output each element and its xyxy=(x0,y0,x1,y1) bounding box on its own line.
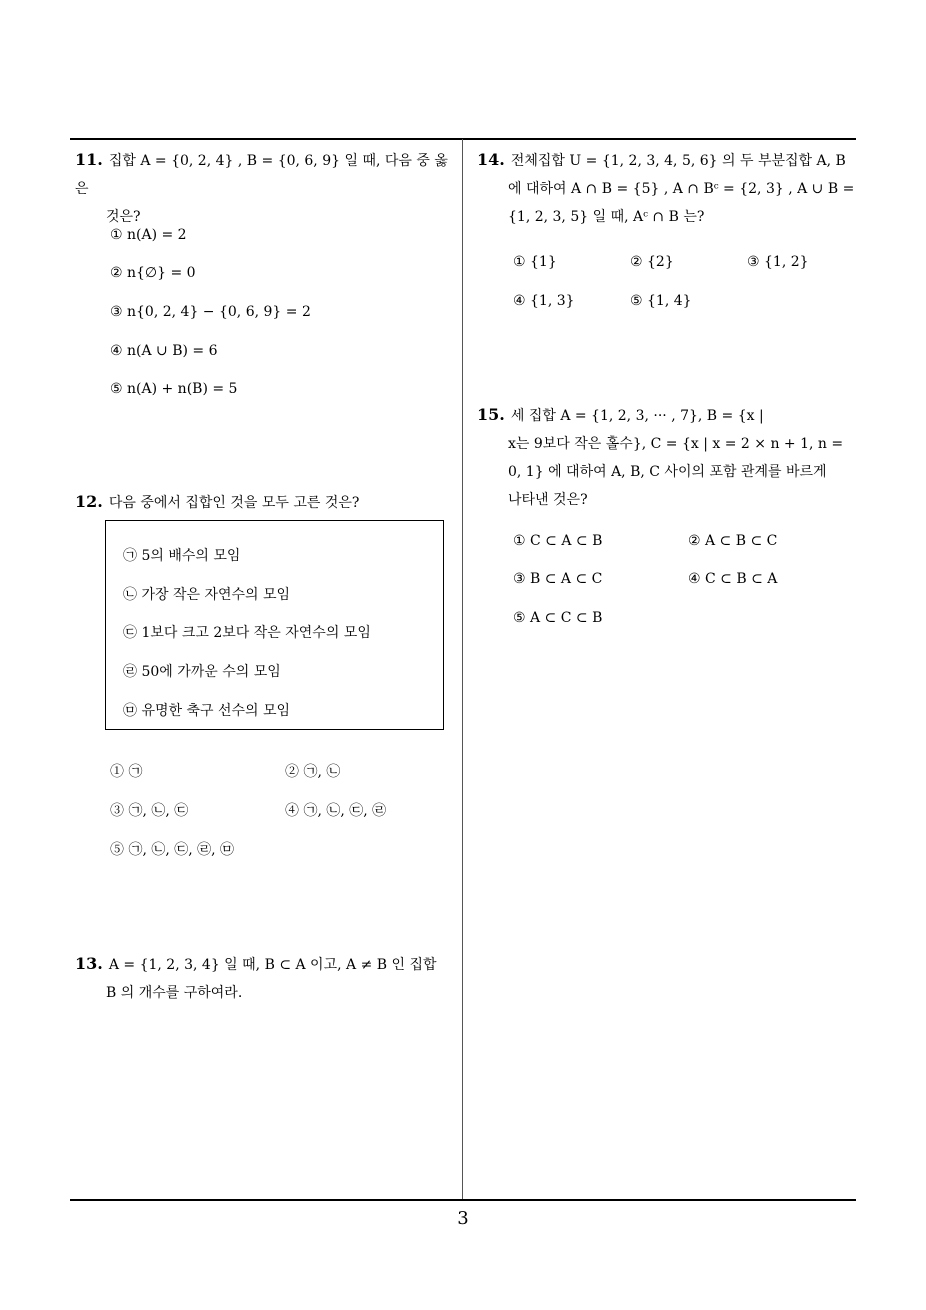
choice-3[interactable]: ③ ㉠, ㉡, ㉢ xyxy=(110,803,189,819)
box-item: ㉣ 50에 가까운 수의 모임 xyxy=(123,664,281,680)
choice-3[interactable]: ③ {1, 2} xyxy=(747,254,809,270)
question-text-line: 세 집합 A = {1, 2, 3, ··· , 7}, B = {x | xyxy=(510,408,764,424)
question-text-line: 집합 A = {0, 2, 4} , B = {0, 6, 9} 일 때, 다음 중 옳은 xyxy=(75,153,448,197)
question-text-line: 전체집합 U = {1, 2, 3, 4, 5, 6} 의 두 부분집합 A, B xyxy=(510,153,846,169)
page-number: 3 xyxy=(457,1208,469,1229)
choice-4[interactable]: ④ n(A ∪ B) = 6 xyxy=(110,343,218,359)
box-item: ㉤ 유명한 축구 선수의 모임 xyxy=(123,703,291,719)
question-text-line: B 의 개수를 구하여라. xyxy=(106,985,243,1001)
top-rule xyxy=(70,138,856,140)
choice-2[interactable]: ② ㉠, ㉡ xyxy=(285,764,341,780)
question-number: 13. xyxy=(75,954,103,973)
choice-4[interactable]: ④ C ⊂ B ⊂ A xyxy=(688,571,778,587)
question-13 xyxy=(75,950,461,1007)
choice-4[interactable]: ④ ㉠, ㉡, ㉢, ㉣ xyxy=(285,803,387,819)
choice-2[interactable]: ② n{∅} = 0 xyxy=(110,265,196,281)
question-15 xyxy=(477,401,861,514)
choice-5[interactable]: ⑤ ㉠, ㉡, ㉢, ㉣, ㉤ xyxy=(110,842,235,858)
question-text-line: 나타낸 것은? xyxy=(508,492,588,508)
question-text-line: 다음 중에서 집합인 것을 모두 고른 것은? xyxy=(108,495,360,511)
choice-5[interactable]: ⑤ n(A) + n(B) = 5 xyxy=(110,381,238,397)
question-text-line: A = {1, 2, 3, 4} 일 때, B ⊂ A 이고, A ≠ B 인 집합 xyxy=(108,957,437,973)
question-number: 11. xyxy=(75,150,103,169)
choice-5[interactable]: ⑤ {1, 4} xyxy=(630,293,692,309)
choice-1[interactable]: ① {1} xyxy=(513,254,557,270)
bottom-rule xyxy=(70,1199,856,1201)
choice-5[interactable]: ⑤ A ⊂ C ⊂ B xyxy=(513,610,603,626)
question-number: 14. xyxy=(477,150,505,169)
question-text-line: x는 9보다 작은 홀수}, C = {x | x = 2 × n + 1, n = xyxy=(508,436,844,452)
box-item: ㉢ 1보다 크고 2보다 작은 자연수의 모임 xyxy=(123,625,371,641)
question-text-line: 것은? xyxy=(106,209,141,225)
condition-box xyxy=(105,520,444,730)
question-text-line: 0, 1} 에 대하여 A, B, C 사이의 포함 관계를 바르게 xyxy=(508,464,827,480)
choice-1[interactable]: ① n(A) = 2 xyxy=(110,227,187,243)
choice-3[interactable]: ③ B ⊂ A ⊂ C xyxy=(513,571,603,587)
choice-1[interactable]: ① ㉠ xyxy=(110,764,143,780)
question-11 xyxy=(75,146,461,231)
question-text-line: {1, 2, 3, 5} 일 때, Aᶜ ∩ B 는? xyxy=(508,209,705,225)
box-item: ㉡ 가장 작은 자연수의 모임 xyxy=(123,587,291,603)
column-divider xyxy=(462,139,463,1200)
question-number: 12. xyxy=(75,492,103,511)
choice-1[interactable]: ① C ⊂ A ⊂ B xyxy=(513,533,603,549)
question-12 xyxy=(75,488,461,517)
choice-3[interactable]: ③ n{0, 2, 4} − {0, 6, 9} = 2 xyxy=(110,304,311,320)
question-14 xyxy=(477,146,861,231)
question-text-line: 에 대하여 A ∩ B = {5} , A ∩ Bᶜ = {2, 3} , A ∪ B = xyxy=(508,181,855,197)
choice-4[interactable]: ④ {1, 3} xyxy=(513,293,575,309)
choice-2[interactable]: ② {2} xyxy=(630,254,674,270)
question-number: 15. xyxy=(477,405,505,424)
box-item: ㉠ 5의 배수의 모임 xyxy=(123,548,241,564)
choice-2[interactable]: ② A ⊂ B ⊂ C xyxy=(688,533,778,549)
